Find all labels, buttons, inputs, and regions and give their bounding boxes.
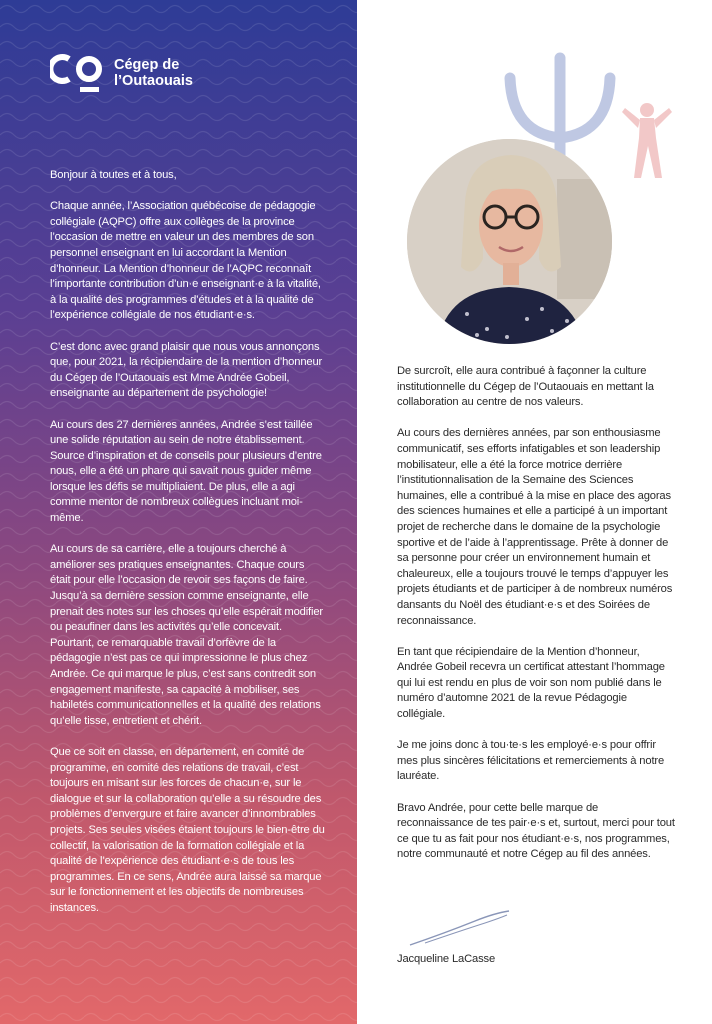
paragraph: Au cours des 27 dernières années, Andrée s’est taillée une solide réputation au sein de notre établissement. Source d’inspiration et de conseils pour plusieurs d’entre nous, elle a été un phare qui savait nous guider même lorsque les défis se multipliaient. De plus, elle a agi comme mentor de nombreux collègues incluant moi-même. [50, 418, 322, 525]
paragraph: C’est donc avec grand plaisir que nous vous annonçons que, pour 2021, la récipiendaire de la mention d’honneur du Cégep de l’Outaouais est Mme Andrée Gobeil, enseignante au département de psychologie! [50, 340, 323, 400]
paragraph: Au cours des dernières années, par son enthousiasme communicatif, ses efforts infatigables et son leadership mobilisateur, elle a été la force motrice derrière l’institutionnalisation de la Semaine des Sciences humaines, elle a contribué à la mise en place des agoras des sciences humaines et elle a participé à un important projet de recherche dans le domaine de la psychologie sportive et de l’aide à l’apprentissage. Prête à donner de sa personne pour créer un environnement humain et chaleureux, elle a toujours trouvé le temps d’appuyer les projets étudiants et de participer à de nombreux numéros dansants du Noël des étudiant·e·s et des Soirées de reconnaissance. [397, 427, 673, 627]
left-letter-body [50, 168, 325, 932]
logo-wordmark [114, 57, 193, 89]
portrait-illustration [407, 139, 612, 344]
greeting: Bonjour à toutes et à tous, [50, 169, 177, 181]
cegep-logo-icon [50, 50, 106, 96]
paragraph: Bravo Andrée, pour cette belle marque de reconnaissance de tes pair·e·s et, surtout, merci pour tout ce que tu as fait pour nos étudiant·e·s, nos programmes, notre communauté et notre Cégep au fil des années. [397, 801, 675, 861]
signature-scribble [405, 905, 515, 950]
paragraph: Que ce soit en classe, en département, en comité de programme, en comité des relations de travail, c’est toujours en misant sur les forces de chacun·e, sur le dialogue et sur la collaboration qu’elle a su résoudre des problèmes d’envergure et faire avancer d’innombrables projets. Ses seules visées étaient toujours le bien-être du collectif, la valorisation de la formation collégiale et la qualité de l’expérience des étudiant·e·s de tous les programmes. En ce sens, Andrée aura laissé sa marque sur le fonctionnement et les objectifs de nombreuses instances. [50, 745, 325, 914]
logo-line-1: Cégep de [114, 57, 180, 73]
signatory-name: Jacqueline LaCasse [397, 953, 496, 965]
paragraph: Chaque année, l’Association québécoise de pédagogie collégiale (AQPC) offre aux collèges de la province l’occasion de mettre en valeur un des membres de son personnel enseignant en lui accordant la Mention d’honneur. La Mention d’honneur de l’AQPC reconnaît l’importante contribution d’un·e enseignant·e à la vitalité, à la qualité des programmes d’études et à la qualité de l’expérience collégiale de nos étudiant·e·s. [50, 200, 321, 322]
logo-line-2: l’Outaouais [114, 73, 193, 89]
paragraph: De surcroît, elle aura contribué à façonner la culture institutionnelle du Cégep de l’Outaouais en mettant la collaboration au centre de nos valeurs. [397, 365, 654, 409]
cegep-logo [50, 50, 193, 96]
paragraph: Au cours de sa carrière, elle a toujours cherché à améliorer ses pratiques enseignantes. Chaque cours était pour elle l’occasion de revoir ses façons de faire. Jusqu’à sa dernière session comme enseignante, elle prenait des notes sur les choses qu’elle espérait modifier ou peaufiner dans les activités qu’elle concevait. Pourtant, ce remarquable travail d’orfèvre de la pédagogie n’est pas ce qui impressionne le plus chez Andrée. Ce qui marque le plus, c’est sans contredit son engagement manifeste, sa capacité à mobiliser, ses habiletés communicationnelles et la qualité des relations qu’elle tisse, entretient et chérit. [50, 543, 324, 727]
human-figure-icon [622, 103, 672, 178]
right-letter-body [397, 364, 677, 879]
paragraph: En tant que récipiendaire de la Mention d’honneur, Andrée Gobeil recevra un certificat attestant l’hommage qui lui est rendu en plus de voir son nom publié dans le numéro d’automne 2021 de la revue Pédagogie collégiale. [397, 645, 665, 721]
portrait-photo [407, 139, 612, 344]
paragraph: Je me joins donc à tou·te·s les employé·e·s pour offrir mes plus sincères félicitations et remerciements à notre lauréate. [397, 739, 665, 783]
